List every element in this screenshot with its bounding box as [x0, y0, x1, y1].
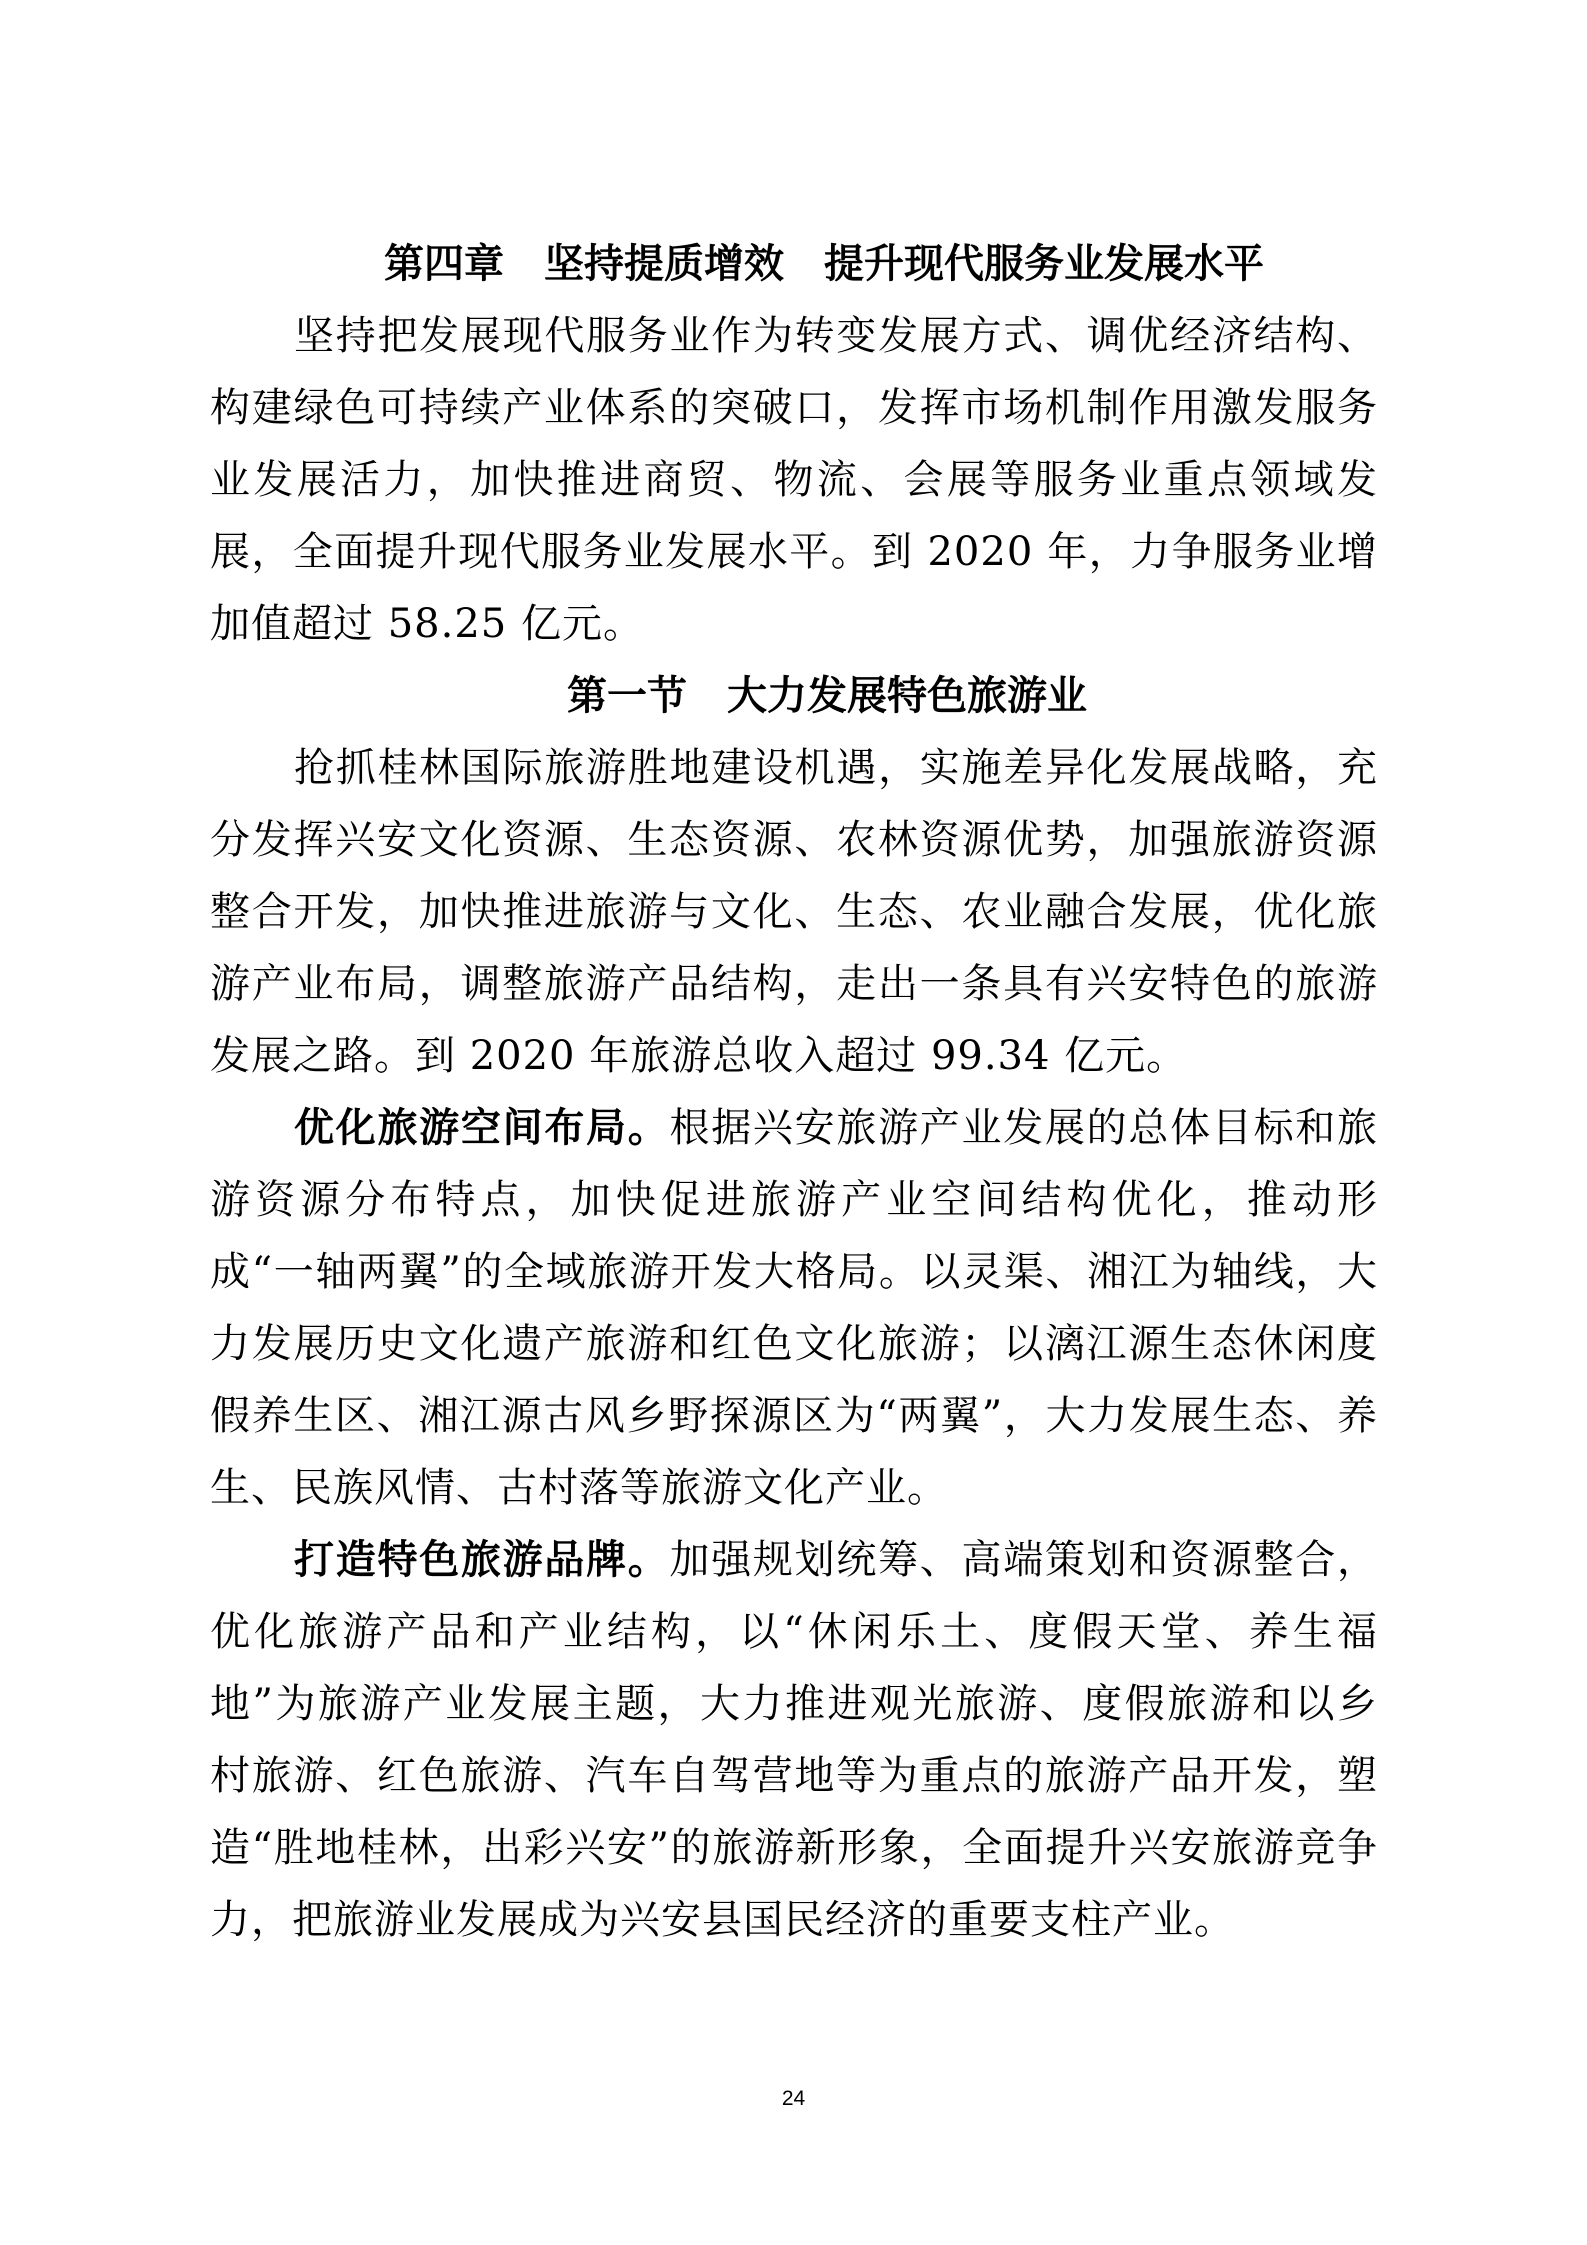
chapter-title: 第四章 坚持提质增效 提升现代服务业发展水平	[384, 241, 1264, 287]
paragraph-body: 根据兴安旅游产业发展的总体目标和旅游资源分布特点，加快促进旅游产业空间结构优化，推动形成“一轴两翼”的全域旅游开发大格局。以灵渠、湘江为轴线，大力发展历史文化遗产旅游和红色文化旅游；以漓江源生态休闲度假养生区、湘江源古风乡野探源区为“两翼”，大力发展生态、养生、民族风情、古村落等旅游文化产业。	[210, 1105, 1379, 1511]
chapter-intro-paragraph: 坚持把发展现代服务业作为转变发展方式、调优经济结构、构建绿色可持续产业体系的突破口，发挥市场机制作用激发服务业发展活力，加快推进商贸、物流、会展等服务业重点领域发展，全面提升现代服务业发展水平。到 2020 年，力争服务业增加值超过 58.25 亿元。	[210, 313, 1378, 647]
tourism-brand-paragraph	[210, 1524, 1378, 1956]
paragraph-lead-heading: 优化旅游空间布局。	[294, 1105, 670, 1151]
tourism-layout-paragraph	[210, 1092, 1378, 1524]
page-content	[210, 228, 1378, 1956]
paragraph-lead-heading: 打造特色旅游品牌。	[294, 1537, 670, 1583]
section-title: 第一节 大力发展特色旅游业	[567, 673, 1087, 719]
paragraph-body: 加强规划统筹、高端策划和资源整合，优化旅游产品和产业结构，以“休闲乐土、度假天堂、养生福地”为旅游产业发展主题，大力推进观光旅游、度假旅游和以乡村旅游、红色旅游、汽车自驾营地等为重点的旅游产品开发，塑造“胜地桂林，出彩兴安”的旅游新形象，全面提升兴安旅游竞争力，把旅游业发展成为兴安县国民经济的重要支柱产业。	[210, 1537, 1379, 1943]
page-number: 24	[781, 2087, 806, 2110]
section-intro-paragraph: 抢抓桂林国际旅游胜地建设机遇，实施差异化发展战略，充分发挥兴安文化资源、生态资源、农林资源优势，加强旅游资源整合开发，加快推进旅游与文化、生态、农业融合发展，优化旅游产业布局，调整旅游产品结构，走出一条具有兴安特色的旅游发展之路。到 2020 年旅游总收入超过 99.34 亿元。	[210, 745, 1378, 1079]
